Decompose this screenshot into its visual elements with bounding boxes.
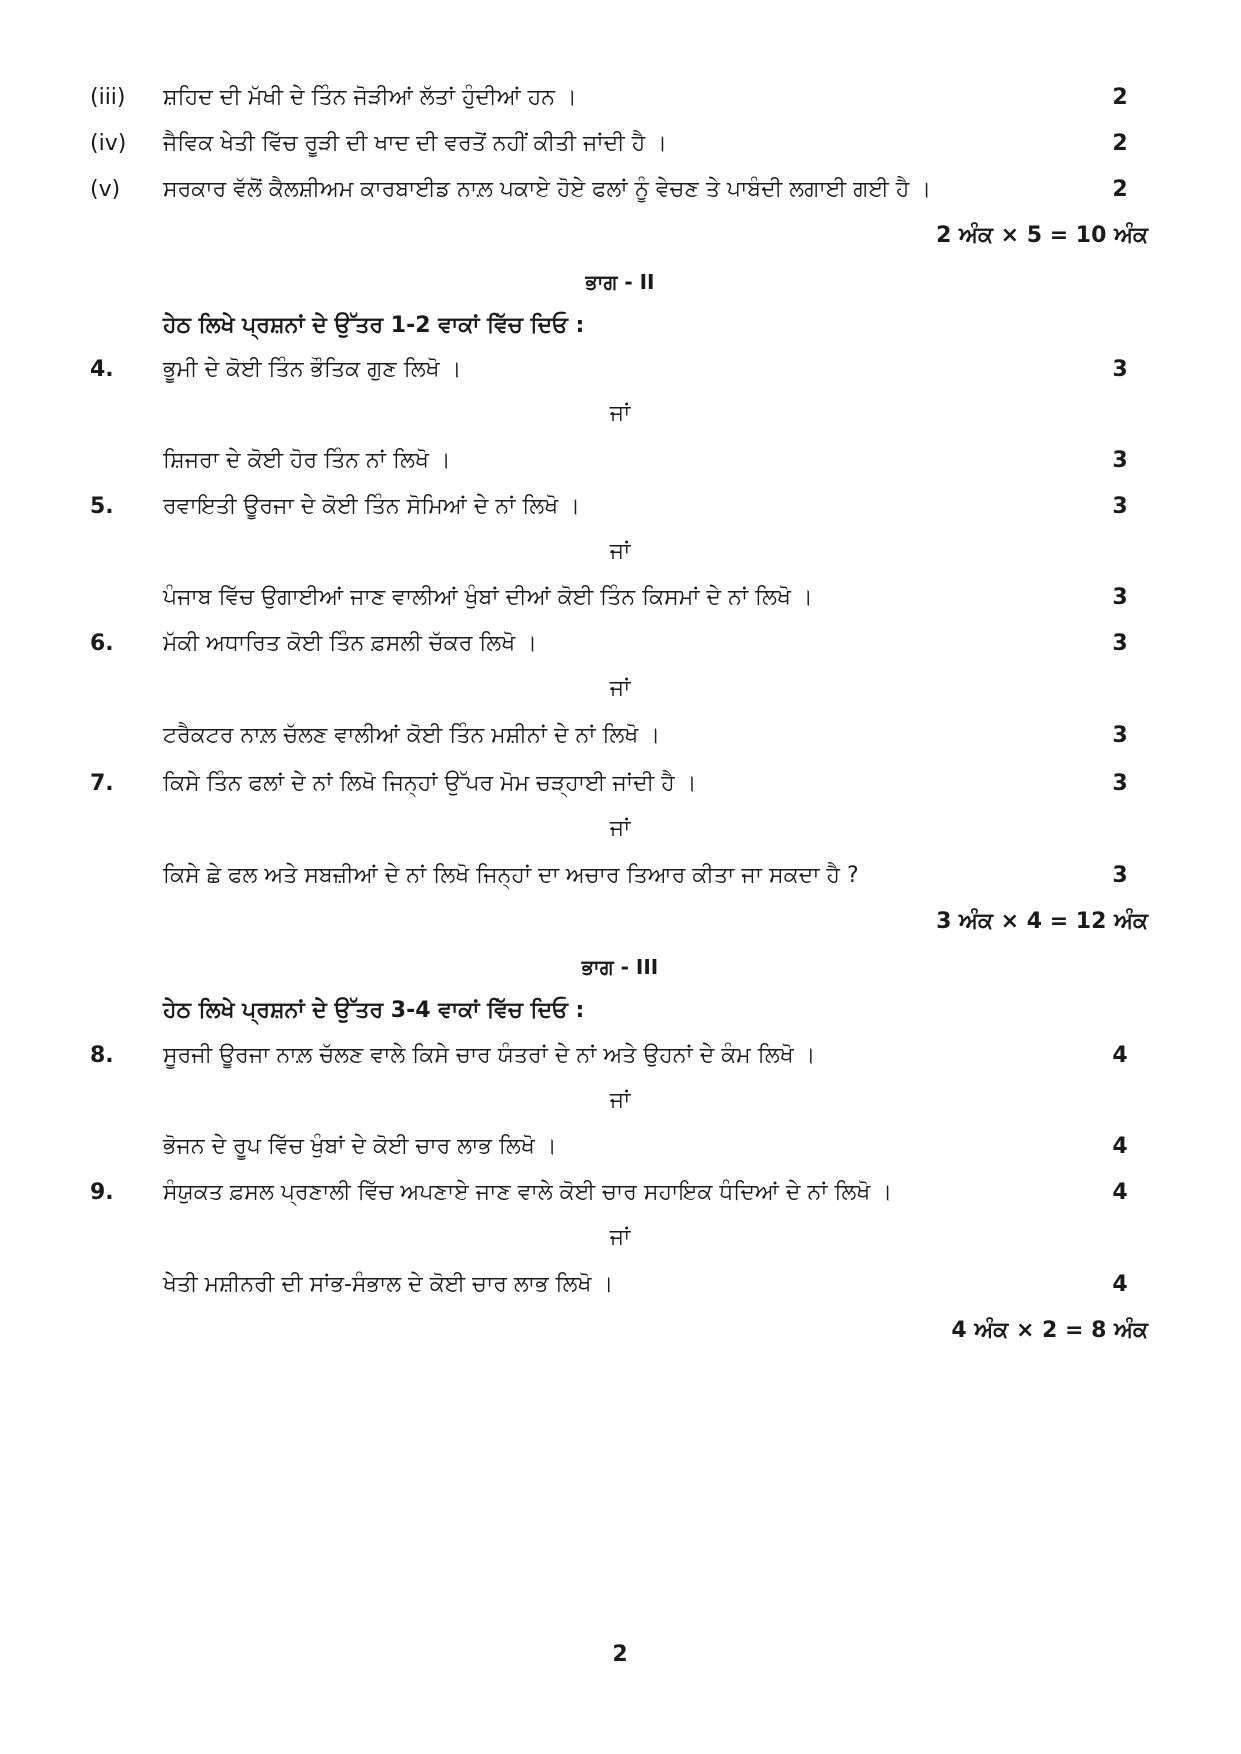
page-number: 2 (612, 1642, 628, 1667)
marks-total: 2 ਅੰਕ × 5 = 10 ਅੰਕ (936, 223, 1148, 248)
marks-total: 4 ਅੰਕ × 2 = 8 ਅੰਕ (951, 1318, 1148, 1343)
section-instruction: ਹੇਠ ਲਿਖੇ ਪ੍ਰਸ਼ਨਾਂ ਦੇ ਉੱਤਰ 3-4 ਵਾਕਾਂ ਵਿੱਚ ਦਿਓ : (163, 998, 585, 1023)
question-text: ਰਵਾਇਤੀ ਊਰਜਾ ਦੇ ਕੋਈ ਤਿੰਨ ਸੋਮਿਆਂ ਦੇ ਨਾਂ ਲਿਖੋ । (163, 494, 581, 519)
alt-question-marks: 3 (1112, 723, 1128, 748)
alt-question-marks: 3 (1112, 585, 1128, 610)
question-text: ਕਿਸੇ ਤਿੰਨ ਫਲਾਂ ਦੇ ਨਾਂ ਲਿਖੋ ਜਿਨ੍ਹਾਂ ਉੱਪਰ ਮੋਮ ਚੜ੍ਹਾਈ ਜਾਂਦੀ ਹੈ । (163, 771, 697, 796)
question-marks: 3 (1112, 357, 1128, 382)
or-separator: ਜਾਂ (609, 539, 631, 564)
question-marks: 3 (1112, 494, 1128, 519)
or-row (0, 809, 1241, 849)
alt-question-text: ਕਿਸੇ ਛੇ ਫਲ ਅਤੇ ਸਬਜ਼ੀਆਂ ਦੇ ਨਾਂ ਲਿਖੋ ਜਿਨ੍ਹਾਂ ਦਾ ਅਚਾਰ ਤਿਆਰ ਕੀਤਾ ਜਾ ਸਕਦਾ ਹੈ ? (163, 863, 859, 888)
or-separator: ਜਾਂ (609, 816, 631, 841)
alt-question-row-4 (0, 441, 1241, 481)
marks-total: 3 ਅੰਕ × 4 = 12 ਅੰਕ (936, 909, 1148, 934)
part3-instruction-row (0, 991, 1241, 1031)
question-number: 5. (90, 494, 114, 519)
part2-instruction-row (0, 306, 1241, 346)
question-row-4 (0, 350, 1241, 390)
section-instruction: ਹੇਠ ਲਿਖੇ ਪ੍ਰਸ਼ਨਾਂ ਦੇ ਉੱਤਰ 1-2 ਵਾਕਾਂ ਵਿੱਚ ਦਿਓ : (163, 313, 585, 338)
or-separator: ਜਾਂ (609, 676, 631, 701)
alt-question-row-6 (0, 716, 1241, 756)
question-text: ਸ਼ਹਿਦ ਦੀ ਮੱਖੀ ਦੇ ਤਿੰਨ ਜੋੜੀਆਂ ਲੱਤਾਂ ਹੁੰਦੀਆਂ ਹਨ । (163, 85, 577, 110)
or-separator: ਜਾਂ (609, 1088, 631, 1113)
part2-heading-row (0, 262, 1241, 302)
question-row-v (0, 170, 1241, 210)
question-marks: 4 (1112, 1180, 1128, 1205)
or-row (0, 669, 1241, 709)
section-heading: ਭਾਗ - II (585, 270, 655, 294)
question-number: 7. (90, 771, 114, 796)
alt-question-marks: 4 (1112, 1272, 1128, 1297)
part3-heading-row (0, 947, 1241, 987)
or-row (0, 394, 1241, 434)
alt-question-text: ਭੋਜਨ ਦੇ ਰੂਪ ਵਿੱਚ ਖੁੰਬਾਂ ਦੇ ਕੋਈ ਚਾਰ ਲਾਭ ਲਿਖੋ । (163, 1134, 557, 1159)
question-marks: 4 (1112, 1043, 1128, 1068)
question-marks: 2 (1112, 131, 1128, 156)
question-marks: 2 (1112, 85, 1128, 110)
question-number: (iii) (90, 85, 126, 110)
alt-question-row-5 (0, 578, 1241, 618)
or-separator: ਜਾਂ (609, 1225, 631, 1250)
alt-question-marks: 4 (1112, 1134, 1128, 1159)
alt-question-text: ਖੇਤੀ ਮਸ਼ੀਨਰੀ ਦੀ ਸਾਂਭ-ਸੰਭਾਲ ਦੇ ਕੋਈ ਚਾਰ ਲਾਭ ਲਿਖੋ । (163, 1272, 614, 1297)
question-row-6 (0, 624, 1241, 664)
alt-question-text: ਪੰਜਾਬ ਵਿੱਚ ਉਗਾਈਆਂ ਜਾਣ ਵਾਲੀਆਂ ਖੁੰਬਾਂ ਦੀਆਂ ਕੋਈ ਤਿੰਨ ਕਿਸਮਾਂ ਦੇ ਨਾਂ ਲਿਖੋ । (163, 585, 813, 610)
question-number: (iv) (90, 131, 127, 156)
question-number: 6. (90, 631, 114, 656)
question-number: 8. (90, 1043, 114, 1068)
question-text: ਭੂਮੀ ਦੇ ਕੋਈ ਤਿੰਨ ਭੌਤਿਕ ਗੁਣ ਲਿਖੋ । (163, 357, 462, 382)
question-marks: 3 (1112, 771, 1128, 796)
alt-question-row-8 (0, 1127, 1241, 1167)
question-row-8 (0, 1036, 1241, 1076)
or-row (0, 1081, 1241, 1121)
question-row-iv (0, 124, 1241, 164)
footer-row (0, 1635, 1241, 1675)
part2-total-row (0, 902, 1241, 942)
alt-question-text: ਟਰੈਕਟਰ ਨਾਲ਼ ਚੱਲਣ ਵਾਲੀਆਂ ਕੋਈ ਤਿੰਨ ਮਸ਼ੀਨਾਂ ਦੇ ਨਾਂ ਲਿਖੋ । (163, 723, 661, 748)
question-row-9 (0, 1173, 1241, 1213)
part3-total-row (0, 1311, 1241, 1351)
alt-question-text: ਸ਼ਿਜਰਾ ਦੇ ਕੋਈ ਹੋਰ ਤਿੰਨ ਨਾਂ ਲਿਖੋ । (163, 448, 451, 473)
question-text: ਜੈਵਿਕ ਖੇਤੀ ਵਿੱਚ ਰੂੜੀ ਦੀ ਖਾਦ ਦੀ ਵਰਤੋਂ ਨਹੀਂ ਕੀਤੀ ਜਾਂਦੀ ਹੈ । (163, 131, 668, 156)
question-row-iii (0, 78, 1241, 118)
section-heading: ਭਾਗ - III (581, 955, 659, 979)
question-number: 9. (90, 1180, 114, 1205)
part1-total-row (0, 216, 1241, 256)
question-number: (v) (90, 177, 121, 202)
or-separator: ਜਾਂ (609, 401, 631, 426)
or-row (0, 532, 1241, 572)
question-text: ਮੱਕੀ ਅਧਾਰਿਤ ਕੋਈ ਤਿੰਨ ਫ਼ਸਲੀ ਚੱਕਰ ਲਿਖੋ । (163, 631, 538, 656)
question-text: ਸਰਕਾਰ ਵੱਲੋਂ ਕੈਲਸ਼ੀਅਮ ਕਾਰਬਾਈਡ ਨਾਲ਼ ਪਕਾਏ ਹੋਏ ਫਲਾਂ ਨੂੰ ਵੇਚਣ ਤੇ ਪਾਬੰਦੀ ਲਗਾਈ ਗਈ ਹੈ । (163, 177, 932, 202)
alt-question-row-7 (0, 856, 1241, 896)
question-row-7 (0, 764, 1241, 804)
question-text: ਸੂਰਜੀ ਊਰਜਾ ਨਾਲ਼ ਚੱਲਣ ਵਾਲੇ ਕਿਸੇ ਚਾਰ ਯੰਤਰਾਂ ਦੇ ਨਾਂ ਅਤੇ ਉਹਨਾਂ ਦੇ ਕੰਮ ਲਿਖੋ । (163, 1043, 816, 1068)
or-row (0, 1218, 1241, 1258)
alt-question-row-9 (0, 1265, 1241, 1305)
question-marks: 2 (1112, 177, 1128, 202)
question-number: 4. (90, 357, 114, 382)
question-row-5 (0, 487, 1241, 527)
question-text: ਸੰਯੁਕਤ ਫ਼ਸਲ ਪ੍ਰਣਾਲੀ ਵਿੱਚ ਅਪਣਾਏ ਜਾਣ ਵਾਲੇ ਕੋਈ ਚਾਰ ਸਹਾਇਕ ਧੰਦਿਆਂ ਦੇ ਨਾਂ ਲਿਖੋ । (163, 1180, 893, 1205)
alt-question-marks: 3 (1112, 863, 1128, 888)
alt-question-marks: 3 (1112, 448, 1128, 473)
question-marks: 3 (1112, 631, 1128, 656)
